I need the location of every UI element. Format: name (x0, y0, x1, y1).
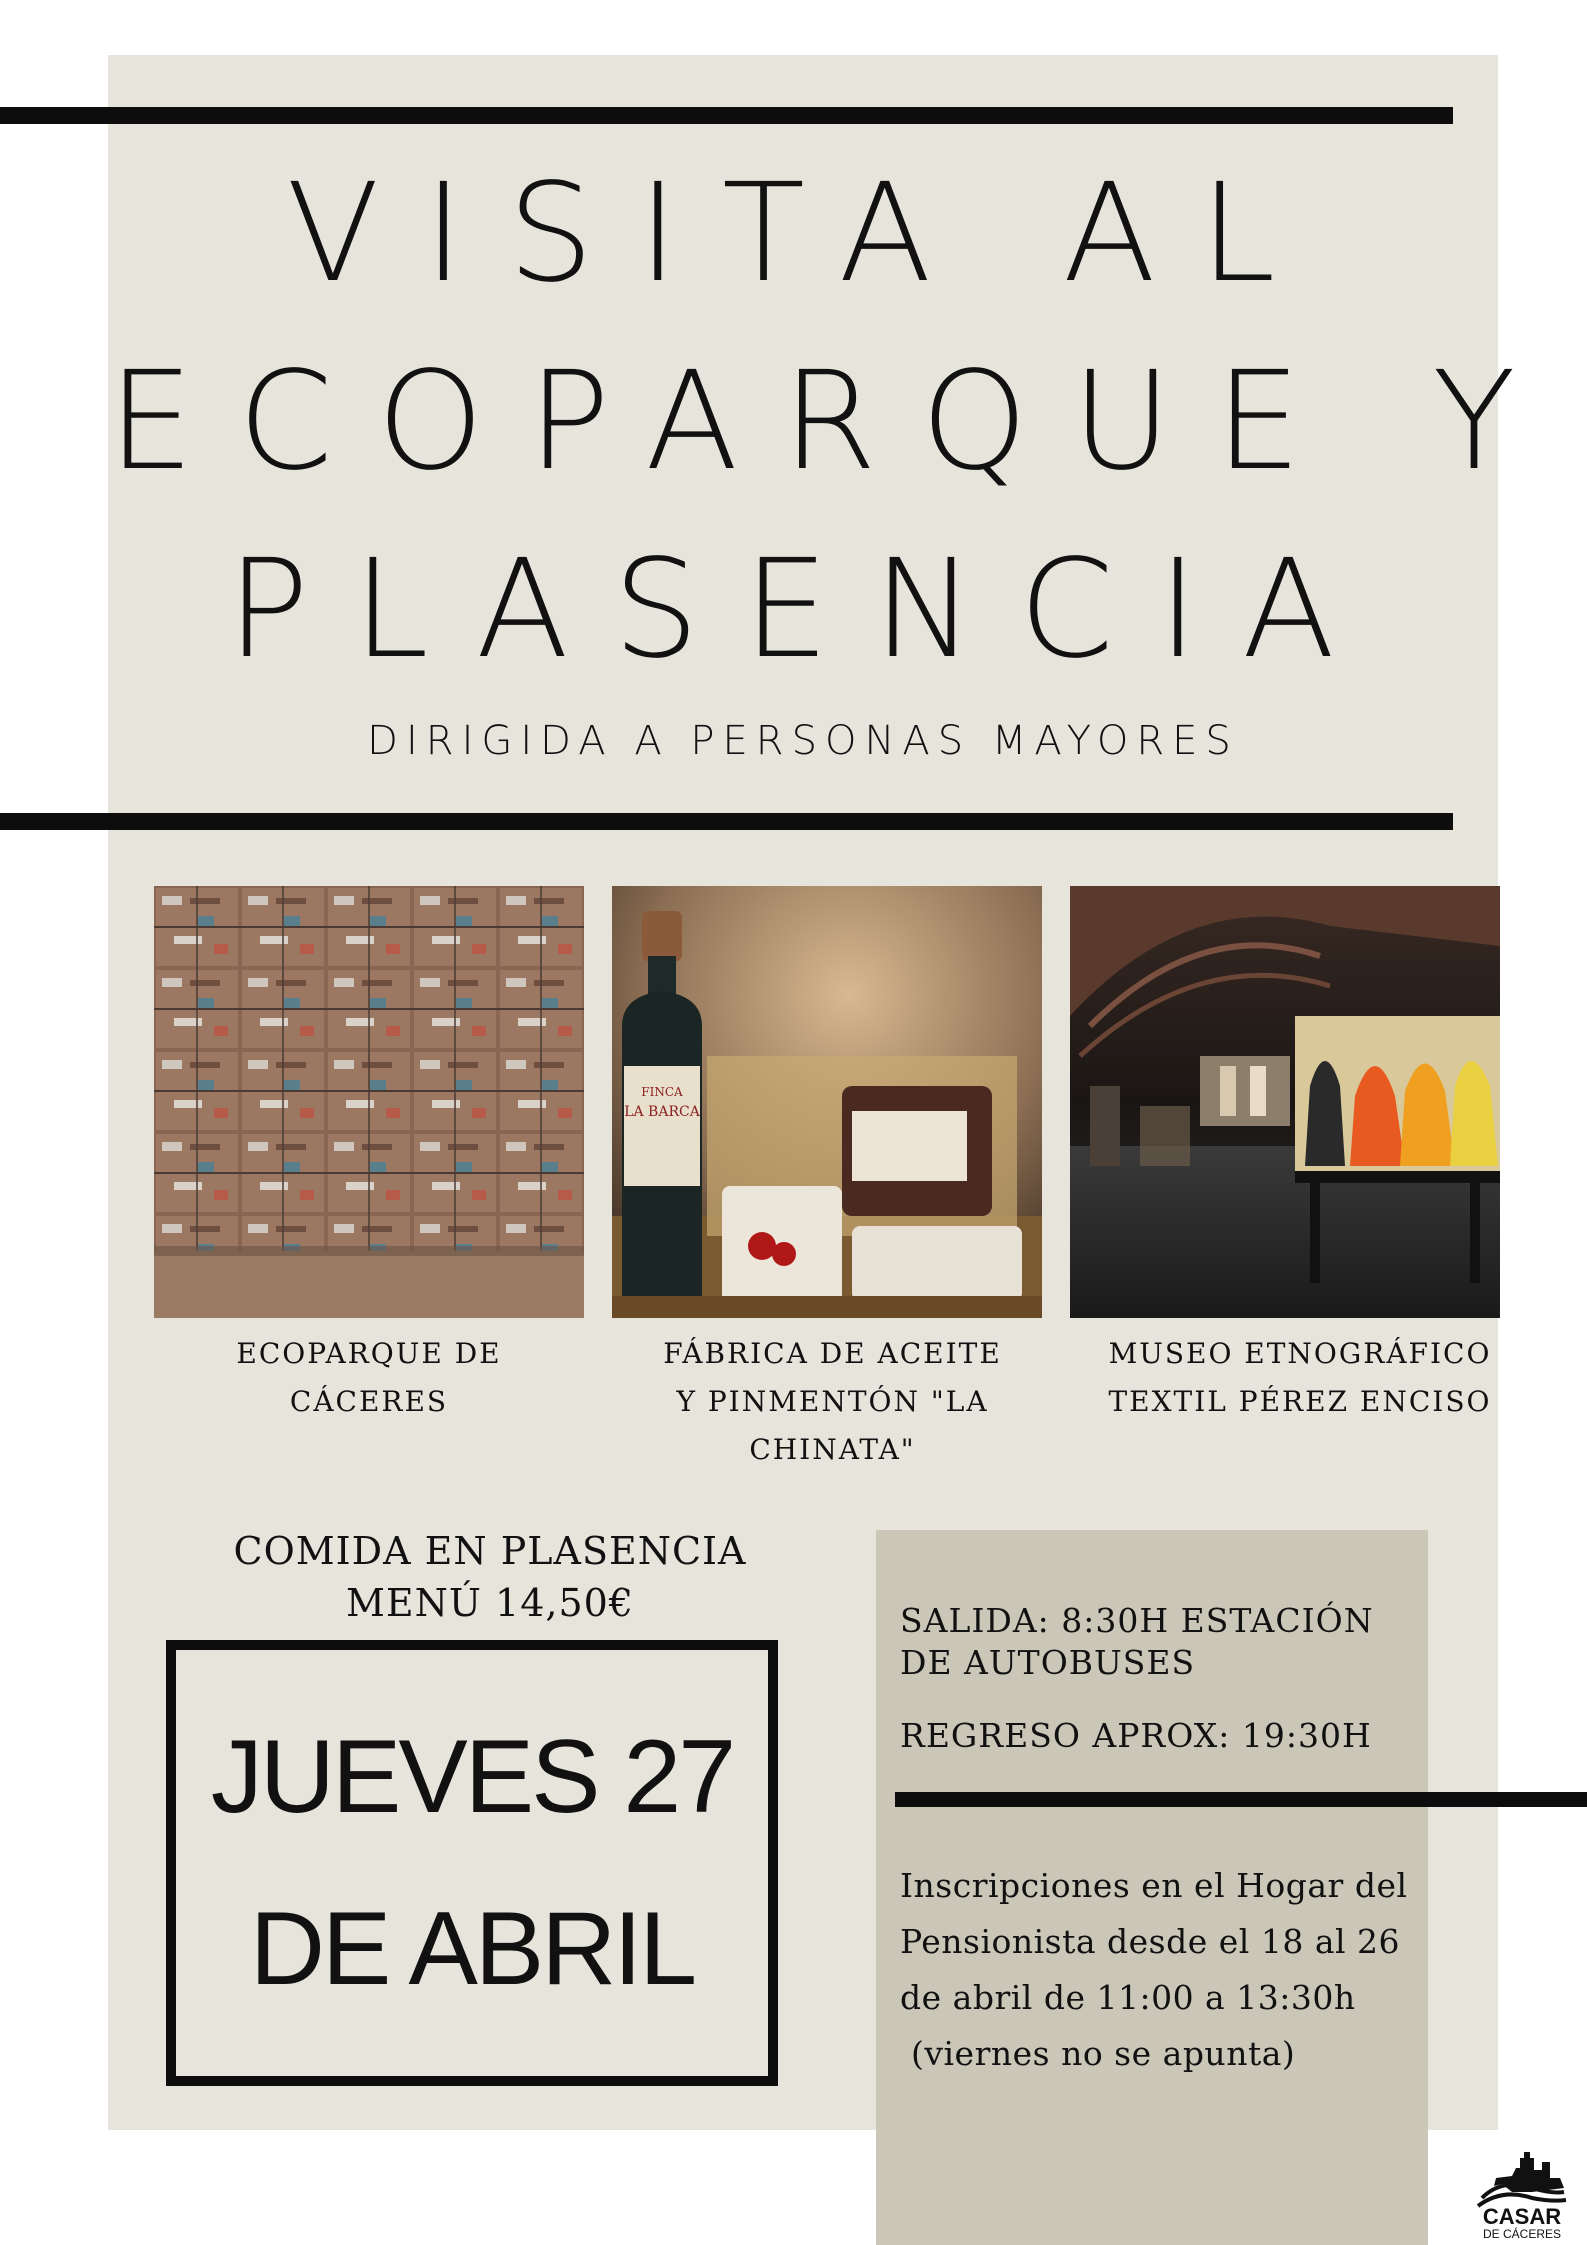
registration-line-4: (viernes no se apunta) (900, 2034, 1296, 2073)
logo-sub: DE CÁCERES (1482, 2227, 1562, 2241)
lunch-line-1: COMIDA EN PLASENCIA (233, 1529, 747, 1573)
registration-info (900, 1858, 1420, 2082)
title-line-1: VISITA AL (286, 155, 1320, 313)
return-info: REGRESO APROX: 19:30H (900, 1716, 1372, 1755)
caption-ecoparque: ECOPARQUE DE CÁCERES (236, 1337, 502, 1418)
casar-logo (1472, 2148, 1572, 2243)
poster-subtitle: DIRIGIDA A PERSONAS MAYORES (367, 718, 1239, 764)
middle-divider (0, 813, 1453, 830)
la-chinata-photo (612, 886, 1042, 1318)
departure-info: SALIDA: 8:30H ESTACIÓN DE AUTOBUSES (900, 1601, 1374, 1682)
lunch-price: MENÚ 14,50€ (346, 1581, 634, 1625)
date-line-1: JUEVES 27 (210, 1719, 734, 1835)
caption-museo: MUSEO ETNOGRÁFICO TEXTIL PÉREZ ENCISO (1108, 1337, 1492, 1418)
svg-text:FINCA: FINCA (641, 1085, 683, 1099)
ecoparque-photo (154, 886, 584, 1318)
top-divider (0, 107, 1453, 124)
registration-line-1: Inscripciones en el Hogar del (900, 1866, 1408, 1905)
title-line-2: ECOPARQUE Y (108, 343, 1560, 501)
castle-icon (1472, 2148, 1572, 2208)
poster-title (108, 140, 1560, 704)
svg-text:LA BARCA: LA BARCA (624, 1104, 700, 1120)
date-line-2: DE ABRIL (249, 1891, 695, 2007)
lunch-info (160, 1525, 820, 1629)
registration-line-3: de abril de 11:00 a 13:30h (900, 1978, 1356, 2017)
museo-photo (1070, 886, 1500, 1318)
registration-line-2: Pensionista desde el 18 al 26 (900, 1922, 1401, 1961)
info-divider (895, 1792, 1587, 1807)
title-line-3: PLASENCIA (226, 531, 1380, 689)
caption-la-chinata: FÁBRICA DE ACEITE Y PINMENTÓN "LA CHINATA" (663, 1337, 1002, 1466)
date-box (166, 1640, 778, 2086)
logo-name: CASAR (1482, 2204, 1562, 2229)
